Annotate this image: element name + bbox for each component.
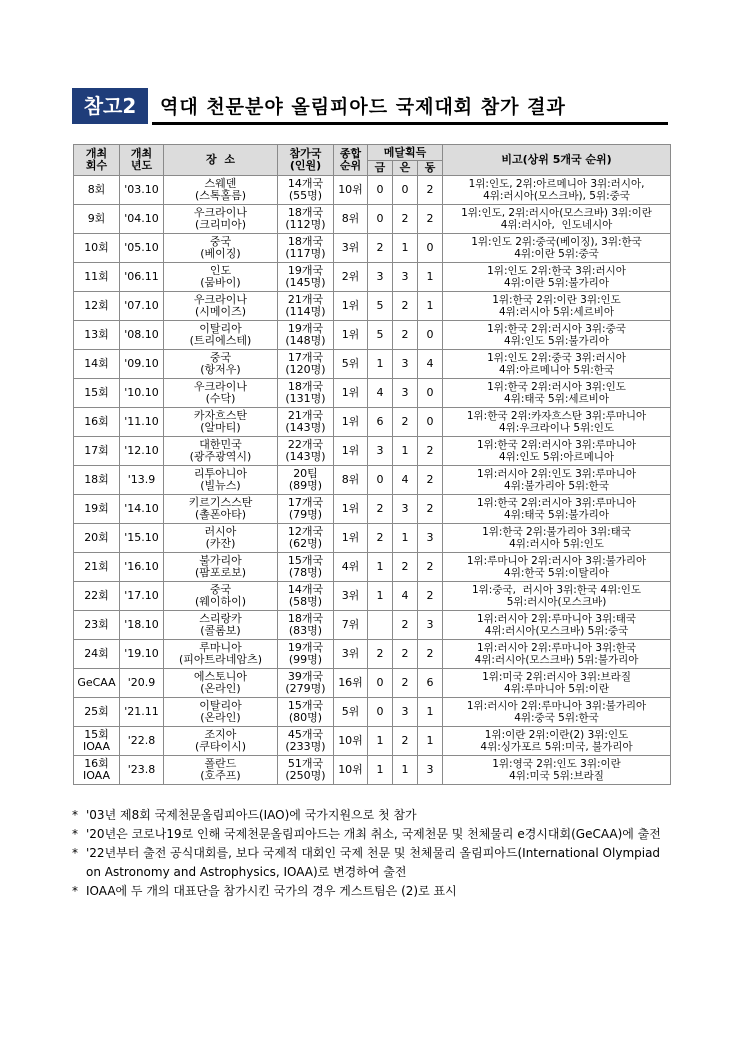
cell-bronze: 1 — [418, 698, 443, 727]
cell-note: 1위:한국 2위:카자흐스탄 3위:루마니아 4위:우크라이나 5위:인도 — [443, 408, 671, 437]
cell-countries: 19개국 (148명) — [278, 321, 334, 350]
cell-place: 이탈리아 (트리에스테) — [164, 321, 278, 350]
header-year-label: 개최 년도 — [130, 147, 153, 172]
cell-year: '03.10 — [120, 176, 164, 205]
table-row — [74, 263, 671, 292]
table-row — [74, 582, 671, 611]
cell-note: 1위:영국 2위:인도 3위:이란 4위:미국 5위:브라질 — [443, 756, 671, 785]
cell-silver: 2 — [393, 292, 418, 321]
header-place — [164, 145, 278, 176]
footnote-item — [72, 825, 672, 844]
header-gold: 금 — [368, 161, 393, 176]
cell-note: 1위:한국 2위:러시아 3위:인도 4위:태국 5위:세르비아 — [443, 379, 671, 408]
cell-gold: 0 — [368, 176, 393, 205]
cell-place: 우크라이나 (크리미아) — [164, 205, 278, 234]
cell-bronze: 2 — [418, 553, 443, 582]
cell-year: '16.10 — [120, 553, 164, 582]
cell-place: 인도 (뭄바이) — [164, 263, 278, 292]
cell-silver: 2 — [393, 640, 418, 669]
asterisk-icon: * — [72, 884, 78, 898]
table-row — [74, 379, 671, 408]
header-session — [74, 145, 120, 176]
cell-note: 1위:인도 2위:중국 3위:러시아 4위:아르메니아 5위:한국 — [443, 350, 671, 379]
cell-note: 1위:한국 2위:러시아 3위:루마니아 4위:태국 5위:불가리아 — [443, 495, 671, 524]
cell-silver: 4 — [393, 582, 418, 611]
cell-session: 17회 — [74, 437, 120, 466]
cell-bronze: 3 — [418, 756, 443, 785]
header-countries-label: 참가국 (인원) — [289, 147, 322, 172]
cell-place: 대한민국 (광주광역시) — [164, 437, 278, 466]
table-row — [74, 698, 671, 727]
cell-session: 16회 IOAA — [74, 756, 120, 785]
footnote-text: IOAA에 두 개의 대표단을 참가시킨 국가의 경우 게스트팀은 (2)로 표시 — [86, 884, 457, 898]
cell-gold: 1 — [368, 582, 393, 611]
cell-session: 11회 — [74, 263, 120, 292]
cell-silver: 3 — [393, 350, 418, 379]
cell-gold: 1 — [368, 350, 393, 379]
cell-gold: 1 — [368, 756, 393, 785]
footnote-text: '20년은 코로나19로 인해 국제천문올림피아드는 개최 취소, 국제천문 및 천체물리 e경시대회(GeCAA)에 출전 — [86, 827, 661, 841]
table-row — [74, 292, 671, 321]
cell-silver: 1 — [393, 234, 418, 263]
cell-bronze: 0 — [418, 234, 443, 263]
header-year — [120, 145, 164, 176]
header-session-label: 개최 회수 — [85, 147, 108, 172]
cell-rank: 2위 — [334, 263, 368, 292]
cell-place: 러시아 (카잔) — [164, 524, 278, 553]
table-row — [74, 611, 671, 640]
cell-rank: 5위 — [334, 698, 368, 727]
cell-place: 중국 (항저우) — [164, 350, 278, 379]
cell-silver: 3 — [393, 379, 418, 408]
cell-place: 스웨덴 (스톡홀름) — [164, 176, 278, 205]
cell-rank: 4위 — [334, 553, 368, 582]
cell-session: 19회 — [74, 495, 120, 524]
cell-year: '09.10 — [120, 350, 164, 379]
table-row — [74, 524, 671, 553]
cell-year: '12.10 — [120, 437, 164, 466]
cell-place: 폴란드 (호주프) — [164, 756, 278, 785]
cell-silver: 2 — [393, 205, 418, 234]
cell-rank: 1위 — [334, 408, 368, 437]
cell-session: 13회 — [74, 321, 120, 350]
cell-session: 14회 — [74, 350, 120, 379]
table-row — [74, 321, 671, 350]
cell-gold: 2 — [368, 640, 393, 669]
cell-bronze: 1 — [418, 292, 443, 321]
cell-bronze: 2 — [418, 205, 443, 234]
cell-note: 1위:러시아 2위:루마니아 3위:한국 4위:러시아(모스크바) 5위:불가리아 — [443, 640, 671, 669]
cell-countries: 14개국 (58명) — [278, 582, 334, 611]
cell-rank: 5위 — [334, 350, 368, 379]
footnote-item — [72, 806, 672, 825]
cell-countries: 14개국 (55명) — [278, 176, 334, 205]
cell-countries: 45개국 (233명) — [278, 727, 334, 756]
cell-bronze: 0 — [418, 321, 443, 350]
cell-place: 카자흐스탄 (알마티) — [164, 408, 278, 437]
footnote-text: '22년부터 출전 공식대회를, 보다 국제적 대회인 국제 천문 및 천체물리 올림피아드(International Olympiad on Astronomy and Astrophysics, IOAA)로 변경하여 출전 — [86, 846, 661, 879]
cell-gold: 1 — [368, 727, 393, 756]
cell-gold: 0 — [368, 205, 393, 234]
cell-silver: 2 — [393, 611, 418, 640]
cell-place: 이탈리아 (온라인) — [164, 698, 278, 727]
results-table — [73, 144, 671, 785]
cell-year: '05.10 — [120, 234, 164, 263]
cell-year: '15.10 — [120, 524, 164, 553]
cell-silver: 2 — [393, 727, 418, 756]
cell-note: 1위:인도 2위:한국 3위:러시아 4위:이란 5위:불가리아 — [443, 263, 671, 292]
cell-year: '14.10 — [120, 495, 164, 524]
cell-silver: 0 — [393, 176, 418, 205]
page-title: 역대 천문분야 올림피아드 국제대회 참가 결과 — [160, 96, 566, 118]
cell-place: 우크라이나 (시메이즈) — [164, 292, 278, 321]
cell-silver: 3 — [393, 263, 418, 292]
asterisk-icon: * — [72, 808, 78, 822]
table-row — [74, 669, 671, 698]
cell-countries: 19개국 (145명) — [278, 263, 334, 292]
table-row — [74, 495, 671, 524]
cell-countries: 39개국 (279명) — [278, 669, 334, 698]
header-medals: 메달획득 — [368, 145, 443, 161]
cell-session: 10회 — [74, 234, 120, 263]
cell-session: 25회 — [74, 698, 120, 727]
cell-session: 22회 — [74, 582, 120, 611]
cell-countries: 21개국 (143명) — [278, 408, 334, 437]
asterisk-icon: * — [72, 827, 78, 841]
table-row — [74, 437, 671, 466]
cell-session: 18회 — [74, 466, 120, 495]
cell-year: '07.10 — [120, 292, 164, 321]
cell-year: '04.10 — [120, 205, 164, 234]
cell-gold: 5 — [368, 321, 393, 350]
cell-bronze: 3 — [418, 611, 443, 640]
table-row — [74, 408, 671, 437]
cell-countries: 18개국 (131명) — [278, 379, 334, 408]
cell-bronze: 0 — [418, 408, 443, 437]
asterisk-icon: * — [72, 846, 78, 860]
cell-year: '08.10 — [120, 321, 164, 350]
header-place-label: 장 소 — [206, 153, 235, 166]
cell-countries: 20팀 (89명) — [278, 466, 334, 495]
cell-gold: 2 — [368, 524, 393, 553]
cell-countries: 22개국 (143명) — [278, 437, 334, 466]
cell-bronze: 2 — [418, 495, 443, 524]
cell-countries: 18개국 (83명) — [278, 611, 334, 640]
table-row — [74, 756, 671, 785]
cell-note: 1위:러시아 2위:루마니아 3위:태국 4위:러시아(모스크바) 5위:중국 — [443, 611, 671, 640]
cell-session: 15회 — [74, 379, 120, 408]
cell-countries: 12개국 (62명) — [278, 524, 334, 553]
cell-silver: 1 — [393, 524, 418, 553]
cell-bronze: 3 — [418, 524, 443, 553]
cell-year: '06.11 — [120, 263, 164, 292]
cell-note: 1위:루마니아 2위:러시아 3위:불가리아 4위:한국 5위:이탈리아 — [443, 553, 671, 582]
cell-note: 1위:한국 2위:불가리아 3위:태국 4위:러시아 5위:인도 — [443, 524, 671, 553]
cell-silver: 3 — [393, 495, 418, 524]
cell-place: 스리랑카 (콜롬보) — [164, 611, 278, 640]
cell-gold: 1 — [368, 553, 393, 582]
cell-rank: 10위 — [334, 176, 368, 205]
cell-silver: 3 — [393, 698, 418, 727]
cell-session: GeCAA — [74, 669, 120, 698]
cell-rank: 16위 — [334, 669, 368, 698]
cell-note: 1위:인도, 2위:러시아(모스크바) 3위:이란 4위:러시아, 인도네시아 — [443, 205, 671, 234]
table-row — [74, 350, 671, 379]
cell-year: '19.10 — [120, 640, 164, 669]
cell-bronze: 2 — [418, 640, 443, 669]
cell-place: 불가리아 (팜포로보) — [164, 553, 278, 582]
cell-gold: 2 — [368, 234, 393, 263]
cell-gold: 0 — [368, 698, 393, 727]
cell-gold: 0 — [368, 669, 393, 698]
cell-rank: 8위 — [334, 205, 368, 234]
cell-year: '20.9 — [120, 669, 164, 698]
cell-silver: 4 — [393, 466, 418, 495]
cell-place: 조지아 (쿠타이시) — [164, 727, 278, 756]
cell-countries: 17개국 (79명) — [278, 495, 334, 524]
cell-countries: 17개국 (120명) — [278, 350, 334, 379]
cell-gold: 3 — [368, 437, 393, 466]
footnote-item — [72, 844, 672, 882]
cell-session: 21회 — [74, 553, 120, 582]
footnote-text: '03년 제8회 국제천문올림피아드(IAO)에 국가지원으로 첫 참가 — [86, 808, 417, 822]
table-row — [74, 466, 671, 495]
cell-gold: 4 — [368, 379, 393, 408]
cell-note: 1위:러시아 2위:루마니아 3위:불가리아 4위:중국 5위:한국 — [443, 698, 671, 727]
cell-year: '13.9 — [120, 466, 164, 495]
table-row — [74, 640, 671, 669]
cell-bronze: 1 — [418, 263, 443, 292]
cell-rank: 1위 — [334, 321, 368, 350]
cell-bronze: 6 — [418, 669, 443, 698]
cell-rank: 10위 — [334, 756, 368, 785]
cell-note: 1위:인도 2위:중국(베이징), 3위:한국 4위:이란 5위:중국 — [443, 234, 671, 263]
cell-note: 1위:중국, 러시아 3위:한국 4위:인도 5위:러시아(모스크바) — [443, 582, 671, 611]
cell-rank: 1위 — [334, 292, 368, 321]
cell-bronze: 1 — [418, 727, 443, 756]
cell-place: 우크라이나 (수닥) — [164, 379, 278, 408]
cell-rank: 7위 — [334, 611, 368, 640]
cell-gold — [368, 611, 393, 640]
cell-silver: 2 — [393, 669, 418, 698]
cell-place: 중국 (베이징) — [164, 234, 278, 263]
cell-bronze: 2 — [418, 437, 443, 466]
cell-session: 12회 — [74, 292, 120, 321]
cell-rank: 3위 — [334, 640, 368, 669]
cell-gold: 5 — [368, 292, 393, 321]
cell-session: 23회 — [74, 611, 120, 640]
cell-silver: 2 — [393, 408, 418, 437]
cell-note: 1위:한국 2위:러시아 3위:루마니아 4위:인도 5위:아르메니아 — [443, 437, 671, 466]
cell-gold: 2 — [368, 495, 393, 524]
cell-bronze: 2 — [418, 176, 443, 205]
cell-rank: 1위 — [334, 379, 368, 408]
header-note: 비고(상위 5개국 순위) — [443, 145, 671, 176]
footnotes — [72, 806, 672, 901]
cell-bronze: 2 — [418, 582, 443, 611]
cell-place: 루마니아 (피아트라네암츠) — [164, 640, 278, 669]
cell-silver: 2 — [393, 321, 418, 350]
cell-bronze: 2 — [418, 466, 443, 495]
header-silver: 은 — [393, 161, 418, 176]
cell-silver: 1 — [393, 437, 418, 466]
cell-rank: 1위 — [334, 437, 368, 466]
cell-countries: 18개국 (117명) — [278, 234, 334, 263]
cell-year: '21.11 — [120, 698, 164, 727]
cell-gold: 6 — [368, 408, 393, 437]
cell-year: '17.10 — [120, 582, 164, 611]
cell-note: 1위:미국 2위:러시아 3위:브라질 4위:루마니아 5위:이란 — [443, 669, 671, 698]
cell-bronze: 0 — [418, 379, 443, 408]
cell-session: 8회 — [74, 176, 120, 205]
cell-rank: 1위 — [334, 524, 368, 553]
cell-year: '10.10 — [120, 379, 164, 408]
cell-rank: 1위 — [334, 495, 368, 524]
cell-session: 9회 — [74, 205, 120, 234]
cell-session: 15회 IOAA — [74, 727, 120, 756]
cell-year: '11.10 — [120, 408, 164, 437]
cell-gold: 3 — [368, 263, 393, 292]
table-row — [74, 553, 671, 582]
cell-countries: 19개국 (99명) — [278, 640, 334, 669]
header-bronze: 동 — [418, 161, 443, 176]
cell-year: '18.10 — [120, 611, 164, 640]
cell-countries: 21개국 (114명) — [278, 292, 334, 321]
cell-silver: 2 — [393, 553, 418, 582]
cell-session: 16회 — [74, 408, 120, 437]
cell-year: '22.8 — [120, 727, 164, 756]
cell-note: 1위:한국 2위:이란 3위:인도 4위:러시아 5위:세르비아 — [443, 292, 671, 321]
header-countries — [278, 145, 334, 176]
cell-place: 키르기스스탄 (촐폰아타) — [164, 495, 278, 524]
header-rank-label: 종합 순위 — [339, 147, 362, 172]
cell-note: 1위:러시아 2위:인도 3위:루마니아 4위:불가리아 5위:한국 — [443, 466, 671, 495]
cell-bronze: 4 — [418, 350, 443, 379]
cell-countries: 51개국 (250명) — [278, 756, 334, 785]
cell-place: 에스토니아 (온라인) — [164, 669, 278, 698]
table-row — [74, 727, 671, 756]
section-header — [72, 88, 668, 126]
reference-badge: 참고2 — [72, 88, 148, 124]
title-underline — [152, 122, 668, 125]
cell-silver: 1 — [393, 756, 418, 785]
footnote-item — [72, 882, 672, 901]
table-row — [74, 205, 671, 234]
cell-note: 1위:인도, 2위:아르메니아 3위:러시아, 4위:러시아(모스크바), 5위:중국 — [443, 176, 671, 205]
cell-rank: 3위 — [334, 234, 368, 263]
cell-session: 24회 — [74, 640, 120, 669]
header-rank — [334, 145, 368, 176]
cell-session: 20회 — [74, 524, 120, 553]
cell-countries: 15개국 (80명) — [278, 698, 334, 727]
cell-year: '23.8 — [120, 756, 164, 785]
cell-note: 1위:한국 2위:러시아 3위:중국 4위:인도 5위:불가리아 — [443, 321, 671, 350]
cell-gold: 0 — [368, 466, 393, 495]
cell-rank: 8위 — [334, 466, 368, 495]
cell-rank: 3위 — [334, 582, 368, 611]
cell-place: 중국 (웨이하이) — [164, 582, 278, 611]
cell-place: 리투아니아 (빌뉴스) — [164, 466, 278, 495]
table-row — [74, 176, 671, 205]
cell-countries: 18개국 (112명) — [278, 205, 334, 234]
table-row — [74, 234, 671, 263]
cell-countries: 15개국 (78명) — [278, 553, 334, 582]
cell-rank: 10위 — [334, 727, 368, 756]
cell-note: 1위:이란 2위:이란(2) 3위:인도 4위:싱가포르 5위:미국, 불가리아 — [443, 727, 671, 756]
